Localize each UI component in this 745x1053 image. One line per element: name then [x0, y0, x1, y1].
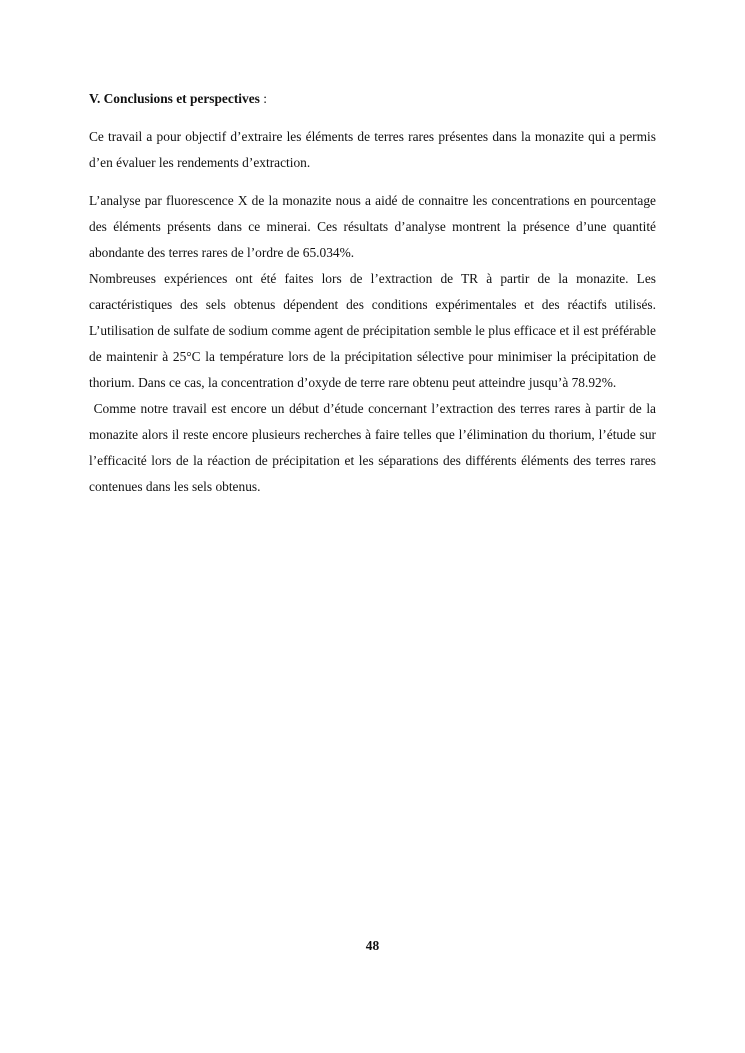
section-title-suffix: :: [259, 91, 267, 106]
paragraph-experiments: Nombreuses expériences ont été faites lors de l’extraction de TR à partir de la monazite. Les caractéristiques des sels obtenus dépendent des conditions expérimentales et des réactifs utilisés. L’utilisation de sulfate de sodium comme agent de précipitation semble le plus efficace et il est préférable de maintenir à 25°C la température lors de la précipitation sélective pour minimiser la précipitation de thorium. Dans ce cas, la concentration d’oxyde de terre rare obtenu peut atteindre jusqu’à 78.92%.: [89, 271, 656, 390]
section-title: V. Conclusions et perspectives: [89, 91, 260, 106]
page-content: [89, 86, 660, 500]
paragraph-fluorescence-analysis: L’analyse par fluorescence X de la monazite nous a aidé de connaitre les concentrations en pourcentage des éléments présents dans ce minerai. Ces résultats d’analyse montrent la présence d’une quantité abondante des terres rares de l’ordre de 65.034%.: [89, 193, 656, 260]
page-number: 48: [365, 938, 380, 953]
paragraph-objective: Ce travail a pour objectif d’extraire les éléments de terres rares présentes dans la monazite qui a permis d’en évaluer les rendements d’extraction.: [89, 129, 656, 170]
paragraph-perspectives: Comme notre travail est encore un début d’étude concernant l’extraction des terres rares à partir de la monazite alors il reste encore plusieurs recherches à faire telles que l’élimination du thorium, l’étude sur l’efficacité lors de la réaction de précipitation et les séparations des différents éléments des terres rares contenues dans les sels obtenus.: [89, 401, 660, 494]
section-heading: [89, 86, 656, 112]
